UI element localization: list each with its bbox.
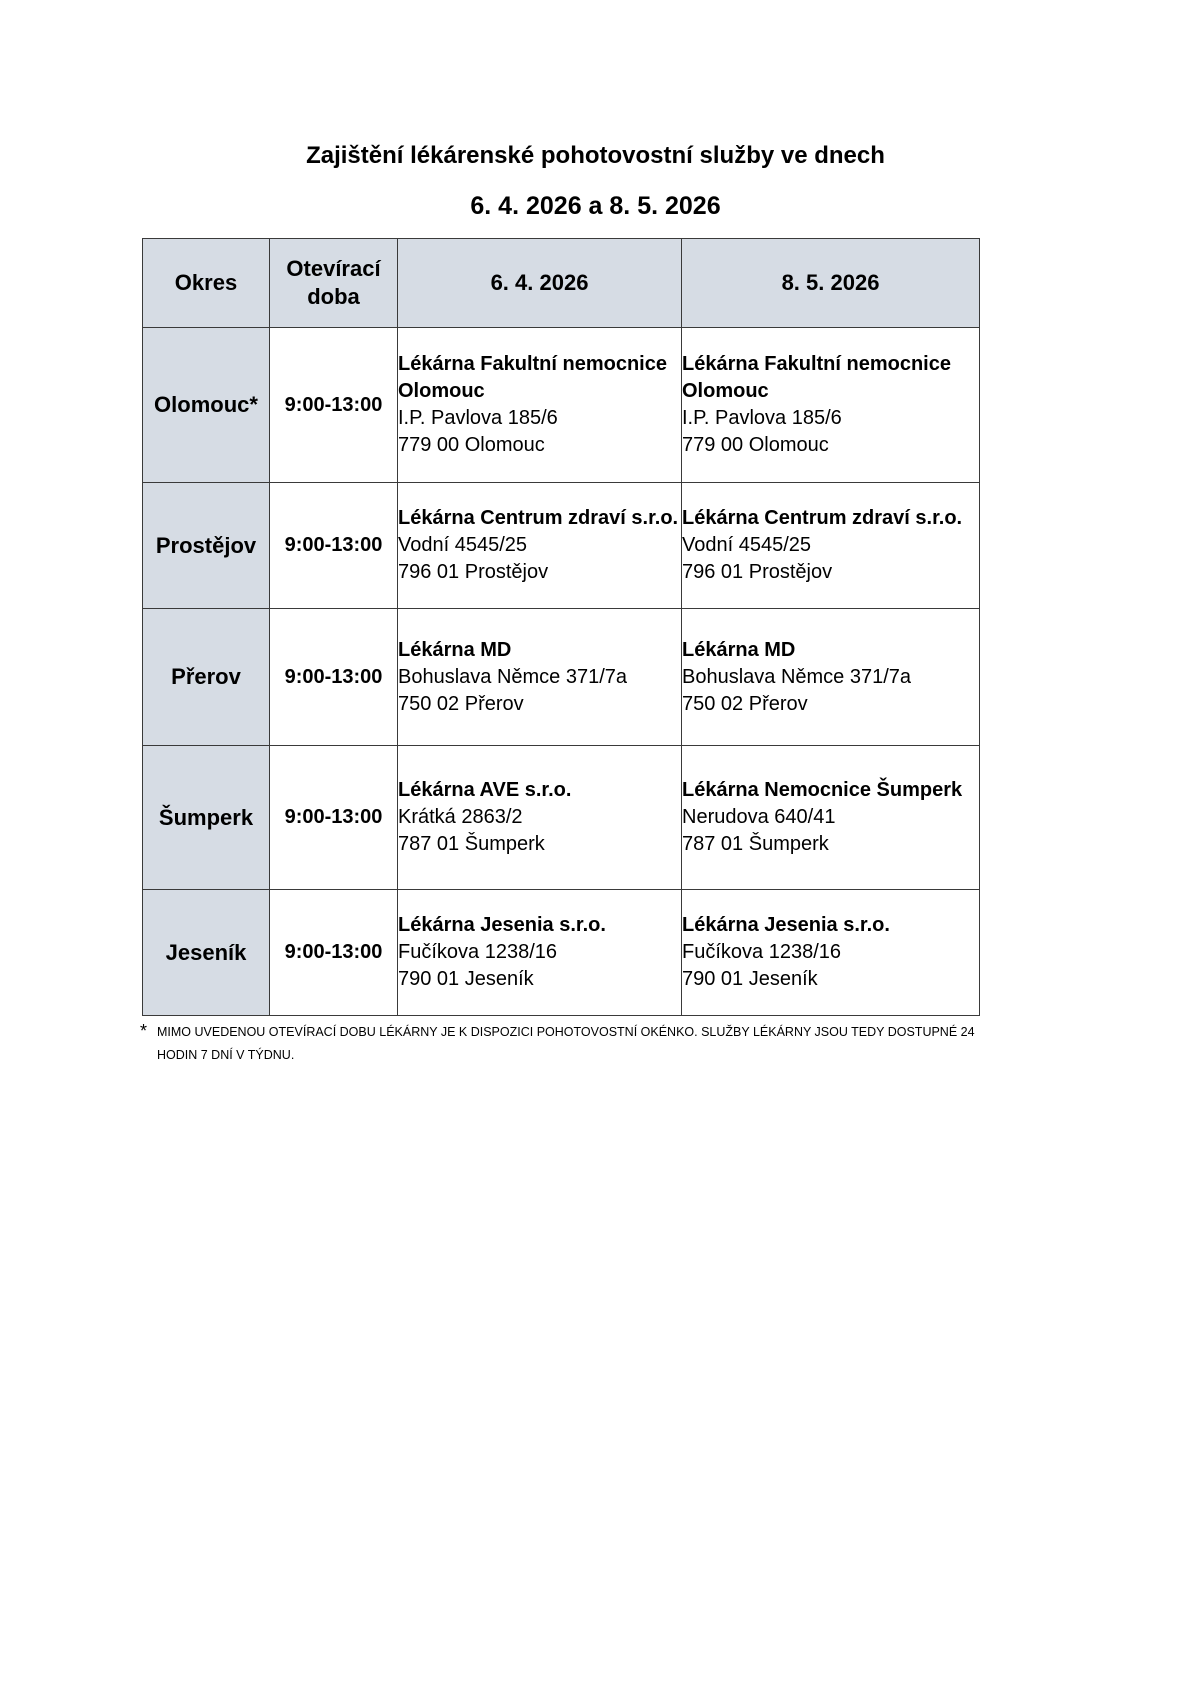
pharmacy-name: Lékárna Jesenia s.r.o. — [398, 914, 606, 936]
pharmacy-city: 787 01 Šumperk — [682, 833, 829, 855]
pharmacy-city: 790 01 Jeseník — [682, 968, 818, 990]
pharmacy-street: Bohuslava Němce 371/7a — [682, 665, 912, 688]
hours-cell: 9:00-13:00 — [270, 746, 398, 890]
table-header-row — [143, 239, 980, 328]
pharmacy-city: 779 00 Olomouc — [682, 434, 829, 456]
pharmacy-name: Lékárna Nemocnice Šumperk — [682, 779, 963, 801]
pharmacy-name: Lékárna Fakultní nemocnice Olomouc — [398, 353, 667, 402]
footnote-text: MIMO UVEDENOU OTEVÍRACÍ DOBU LÉKÁRNY JE K DISPOZICI POHOTOVOSTNÍ OKÉNKO. SLUŽBY LÉKÁRNY JSOU TEDY DOSTUPNÉ 24 HODIN 7 DNÍ V TÝDNU. — [157, 1025, 975, 1062]
pharmacy-city: 779 00 Olomouc — [398, 434, 545, 456]
pharmacy-city: 796 01 Prostějov — [398, 561, 549, 583]
header-district: Okres — [143, 239, 270, 328]
hours-cell: 9:00-13:00 — [270, 483, 398, 609]
pharmacy-name: Lékárna AVE s.r.o. — [398, 779, 572, 801]
pharmacy-cell-date2 — [682, 609, 980, 746]
pharmacy-name: Lékárna Centrum zdraví s.r.o. — [398, 507, 679, 529]
pharmacy-name: Lékárna Jesenia s.r.o. — [682, 914, 890, 936]
header-hours-line2: doba — [307, 284, 360, 309]
pharmacy-city: 750 02 Přerov — [682, 692, 808, 715]
document-subtitle-dates: 6. 4. 2026 a 8. 5. 2026 — [470, 192, 721, 220]
pharmacy-name: Lékárna MD — [398, 638, 512, 661]
pharmacy-street: Nerudova 640/41 — [682, 806, 836, 828]
header-hours-line1: Otevírací — [286, 256, 381, 281]
pharmacy-cell-date2 — [682, 890, 980, 1016]
hours-cell: 9:00-13:00 — [270, 890, 398, 1016]
table-row — [143, 609, 980, 746]
pharmacy-street: I.P. Pavlova 185/6 — [682, 407, 842, 429]
hours-cell: 9:00-13:00 — [270, 609, 398, 746]
pharmacy-cell-date1 — [398, 483, 682, 609]
pharmacy-cell-date1 — [398, 328, 682, 483]
district-cell: Olomouc* — [143, 328, 270, 483]
pharmacy-duty-table — [142, 238, 980, 1016]
pharmacy-name: Lékárna Fakultní nemocnice Olomouc — [682, 353, 951, 402]
document-title: Zajištění lékárenské pohotovostní služby ve dnech — [306, 142, 885, 169]
pharmacy-cell-date2 — [682, 328, 980, 483]
pharmacy-street: Vodní 4545/25 — [682, 534, 812, 556]
pharmacy-city: 790 01 Jeseník — [398, 968, 534, 990]
pharmacy-cell-date2 — [682, 483, 980, 609]
pharmacy-city: 750 02 Přerov — [398, 692, 524, 715]
pharmacy-street: Vodní 4545/25 — [398, 534, 528, 556]
header-date1: 6. 4. 2026 — [398, 239, 682, 328]
district-cell: Prostějov — [143, 483, 270, 609]
pharmacy-name: Lékárna MD — [682, 638, 796, 661]
pharmacy-street: Fučíkova 1238/16 — [682, 941, 841, 963]
pharmacy-street: Krátká 2863/2 — [398, 806, 523, 828]
pharmacy-cell-date2 — [682, 746, 980, 890]
header-date2: 8. 5. 2026 — [682, 239, 980, 328]
pharmacy-street: Fučíkova 1238/16 — [398, 941, 557, 963]
pharmacy-cell-date1 — [398, 890, 682, 1016]
pharmacy-city: 787 01 Šumperk — [398, 833, 545, 855]
table-row — [143, 746, 980, 890]
pharmacy-street: I.P. Pavlova 185/6 — [398, 407, 558, 429]
table-row — [143, 890, 980, 1016]
footnote — [140, 1021, 1010, 1067]
footnote-marker: * — [140, 1021, 148, 1041]
table-row — [143, 328, 980, 483]
hours-cell: 9:00-13:00 — [270, 328, 398, 483]
table-row — [143, 483, 980, 609]
district-cell: Přerov — [143, 609, 270, 746]
pharmacy-cell-date1 — [398, 609, 682, 746]
header-opening-hours — [270, 239, 398, 328]
district-cell: Jeseník — [143, 890, 270, 1016]
pharmacy-street: Bohuslava Němce 371/7a — [398, 665, 628, 688]
pharmacy-cell-date1 — [398, 746, 682, 890]
pharmacy-city: 796 01 Prostějov — [682, 561, 833, 583]
district-cell: Šumperk — [143, 746, 270, 890]
pharmacy-name: Lékárna Centrum zdraví s.r.o. — [682, 507, 963, 529]
